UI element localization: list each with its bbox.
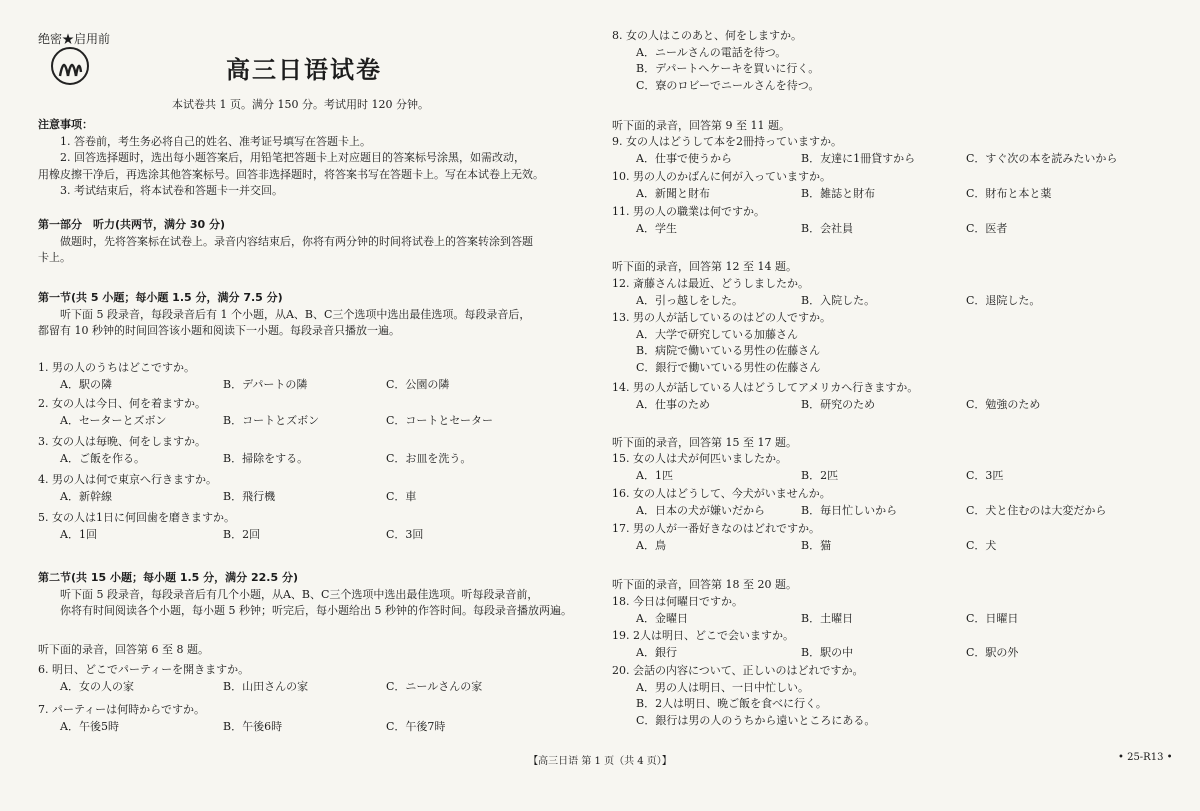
option-c: C．3匹 xyxy=(966,468,1004,482)
option-c: C．公園の隣 xyxy=(386,377,450,391)
option-c: C．コートとセーター xyxy=(386,413,493,427)
group-instruction: 听下面的录音，回答第 9 至 11 题。 xyxy=(612,119,790,132)
option-c: C．銀行で働いている男性の佐藤さん xyxy=(636,360,821,374)
section1-heading: 第一节(共 5 小题；每小题 1.5 分，满分 7.5 分) xyxy=(38,291,283,304)
option-a: A．大学で研究している加藤さん xyxy=(636,327,798,341)
question-19 xyxy=(612,628,1152,661)
question-2 xyxy=(38,396,578,429)
option-a: A．ニールさんの電話を待つ。 xyxy=(636,45,787,59)
question-stem: 2. 女の人は今日、何を着ますか。 xyxy=(38,397,206,410)
question-13 xyxy=(612,310,1152,376)
option-c: C．勉強のため xyxy=(966,397,1041,411)
question-6 xyxy=(38,662,578,695)
group-instruction: 听下面的录音，回答第 15 至 17 题。 xyxy=(612,436,797,449)
option-b: B．研究のため xyxy=(801,397,876,411)
option-b: B．掃除をする。 xyxy=(223,451,309,465)
section1-intro: 都留有 10 秒钟的时间回答该小题和阅读下一小题。每段录音只播放一遍。 xyxy=(38,324,400,337)
option-b: B．土曜日 xyxy=(801,611,854,625)
note-item: 用橡皮擦干净后，再选涂其他答案标号。回答非选择题时，将答案书写在答题卡上。写在本试卷上无效。 xyxy=(38,167,544,181)
question-16 xyxy=(612,486,1152,519)
option-b: B．駅の中 xyxy=(801,645,854,659)
group-9-11 xyxy=(612,118,1152,135)
group-18-20 xyxy=(612,577,1152,594)
option-a: A．1回 xyxy=(60,527,97,541)
question-5 xyxy=(38,510,578,543)
option-c: C．すぐ次の本を読みたいから xyxy=(966,151,1118,165)
option-b: B．2匹 xyxy=(801,468,839,482)
option-b: B．飛行機 xyxy=(223,489,276,503)
question-20 xyxy=(612,663,1152,729)
section1 xyxy=(38,290,578,340)
question-14 xyxy=(612,380,1152,413)
question-15 xyxy=(612,451,1152,484)
group-instruction: 听下面的录音，回答第 6 至 8 题。 xyxy=(38,643,209,656)
option-c: C．3回 xyxy=(386,527,424,541)
question-stem: 10. 男の人のかばんに何が入っていますか。 xyxy=(612,170,831,183)
section1-intro: 听下面 5 段录音，每段录音后有 1 个小题，从A、B、C三个选项中选出最佳选项。每段录音后， xyxy=(60,307,531,321)
option-a: A．1匹 xyxy=(636,468,673,482)
school-logo-icon xyxy=(50,46,90,86)
option-a: A．鳥 xyxy=(636,538,666,552)
question-3 xyxy=(38,434,578,467)
section2-heading: 第二节(共 15 小题；每小题 1.5 分，满分 22.5 分) xyxy=(38,571,298,584)
option-c: C．車 xyxy=(386,489,417,503)
option-a: A．日本の犬が嫌いだから xyxy=(636,503,765,517)
group-15-17 xyxy=(612,435,1152,452)
section2-intro: 你将有时间阅读各个小题，每小题 5 秒钟；听完后，每小题给出 5 秒钟的作答时间。每段录音播放两遍。 xyxy=(60,604,572,617)
option-a: A．新聞と財布 xyxy=(636,186,710,200)
option-c: C．犬と住むのは大変だから xyxy=(966,503,1107,517)
option-a: A．女の人の家 xyxy=(60,679,134,693)
question-7 xyxy=(38,702,578,735)
option-c: C．寮のロビーでニールさんを待つ。 xyxy=(636,78,820,92)
option-a: A．駅の隣 xyxy=(60,377,112,391)
option-a: A．引っ越しをした。 xyxy=(636,293,743,307)
option-c: C．財布と本と薬 xyxy=(966,186,1052,200)
question-4 xyxy=(38,472,578,505)
question-stem: 1. 男の人のうちはどこですか。 xyxy=(38,361,195,374)
notes-section xyxy=(38,117,578,200)
option-b: B．2人は明日、晩ご飯を食べに行く。 xyxy=(636,697,827,710)
group-instruction: 听下面的录音，回答第 18 至 20 题。 xyxy=(612,578,797,591)
option-b: B．会社員 xyxy=(801,221,854,235)
group-6-8 xyxy=(38,642,578,659)
question-stem: 17. 男の人が一番好きなのはどれですか。 xyxy=(612,522,820,535)
section2-intro: 听下面 5 段录音，每段录音后有几个小题，从A、B、C三个选项中选出最佳选项。听每段录音前， xyxy=(60,587,539,601)
question-stem: 7. パーティーは何時からですか。 xyxy=(38,703,206,716)
option-b: B．毎日忙しいから xyxy=(801,503,898,517)
question-1 xyxy=(38,360,578,393)
section2 xyxy=(38,570,578,620)
question-stem: 15. 女の人は犬が何匹いましたか。 xyxy=(612,452,787,465)
part1-section xyxy=(38,217,578,267)
option-b: B．デパートへケーキを買いに行く。 xyxy=(636,62,820,75)
question-stem: 20. 会話の内容について、正しいのはどれですか。 xyxy=(612,664,864,677)
option-b: B．コートとズボン xyxy=(223,413,320,427)
option-a: A．学生 xyxy=(636,221,677,235)
question-stem: 8. 女の人はこのあと、何をしますか。 xyxy=(612,29,802,42)
note-item: 3. 考试结束后，将本试卷和答题卡一并交回。 xyxy=(60,184,283,197)
option-a: A．ご飯を作る。 xyxy=(60,451,145,465)
question-stem: 4. 男の人は何で東京へ行きますか。 xyxy=(38,473,217,486)
question-stem: 3. 女の人は毎晩、何をしますか。 xyxy=(38,435,206,448)
question-stem: 6. 明日、どこでパーティーを開きますか。 xyxy=(38,663,250,676)
note-item: 1. 答卷前，考生务必将自己的姓名、准考证号填写在答题卡上。 xyxy=(60,134,371,148)
page-title: 高三日语试卷 xyxy=(226,56,382,84)
part1-intro: 卡上。 xyxy=(38,251,71,264)
note-item: 2. 回答选择题时，选出每小题答案后，用铅笔把答题卡上对应题目的答案标号涂黑，如需改动， xyxy=(60,151,525,164)
option-c: C．銀行は男の人のうちから遠いところにある。 xyxy=(636,713,876,727)
exam-info: 本试卷共 1 页。满分 150 分。考试用时 120 分钟。 xyxy=(172,98,429,111)
question-17 xyxy=(612,521,1152,554)
option-c: C．犬 xyxy=(966,538,997,552)
option-a: A．午後5時 xyxy=(60,719,119,733)
question-stem: 5. 女の人は1日に何回歯を磨きますか。 xyxy=(38,511,235,524)
option-b: B．山田さんの家 xyxy=(223,679,309,693)
notes-heading: 注意事项： xyxy=(38,118,93,131)
question-stem: 16. 女の人はどうして、今犬がいませんか。 xyxy=(612,487,831,500)
confidential-label: 绝密★启用前 xyxy=(38,32,111,46)
question-stem: 11. 男の人の職業は何ですか。 xyxy=(612,205,765,218)
option-b: B．病院で働いている男性の佐藤さん xyxy=(636,344,821,357)
question-stem: 18. 今日は何曜日ですか。 xyxy=(612,595,743,608)
option-a: A．男の人は明日、一日中忙しい。 xyxy=(636,680,809,694)
option-b: B．猫 xyxy=(801,538,832,552)
option-b: B．2回 xyxy=(223,527,261,541)
question-10 xyxy=(612,169,1152,202)
question-stem: 9. 女の人はどうして本を2冊持っていますか。 xyxy=(612,135,842,148)
option-b: B．午後6時 xyxy=(223,719,283,733)
option-a: A．新幹線 xyxy=(60,489,112,503)
question-stem: 14. 男の人が話している人はどうしてアメリカへ行きますか。 xyxy=(612,381,919,394)
option-a: A．セーターとズボン xyxy=(60,413,167,427)
question-8 xyxy=(612,28,1152,94)
question-9 xyxy=(612,134,1152,167)
question-stem: 13. 男の人が話しているのはどの人ですか。 xyxy=(612,311,831,324)
page-footer: 【高三日语 第 1 页（共 4 页）】 xyxy=(528,756,672,767)
option-b: B．雑誌と財布 xyxy=(801,186,876,200)
group-instruction: 听下面的录音，回答第 12 至 14 题。 xyxy=(612,260,797,273)
exam-code: • 25-R13 • xyxy=(1118,752,1173,763)
option-c: C．ニールさんの家 xyxy=(386,679,483,693)
option-b: B．友達に1冊貸すから xyxy=(801,151,916,165)
option-c: C．駅の外 xyxy=(966,645,1019,659)
part1-heading: 第一部分 听力(共两节，满分 30 分) xyxy=(38,218,226,231)
option-c: C．午後7時 xyxy=(386,719,446,733)
option-a: A．仕事のため xyxy=(636,397,710,411)
option-a: A．仕事で使うから xyxy=(636,151,732,165)
question-stem: 19. 2人は明日、どこで会いますか。 xyxy=(612,629,794,642)
option-a: A．金曜日 xyxy=(636,611,688,625)
question-11 xyxy=(612,204,1152,237)
question-18 xyxy=(612,594,1152,627)
part1-intro: 做题时，先将答案标在试卷上。录音内容结束后，你将有两分钟的时间将试卷上的答案转涂到答题 xyxy=(60,234,533,248)
group-12-14 xyxy=(612,259,1152,276)
option-c: C．医者 xyxy=(966,221,1008,235)
option-c: C．日曜日 xyxy=(966,611,1019,625)
option-c: C．退院した。 xyxy=(966,293,1041,307)
option-a: A．銀行 xyxy=(636,645,677,659)
option-b: B．入院した。 xyxy=(801,293,876,307)
option-b: B．デパートの隣 xyxy=(223,377,308,391)
question-12 xyxy=(612,276,1152,309)
option-c: C．お皿を洗う。 xyxy=(386,451,472,465)
question-stem: 12. 斎藤さんは最近、どうしましたか。 xyxy=(612,277,809,290)
